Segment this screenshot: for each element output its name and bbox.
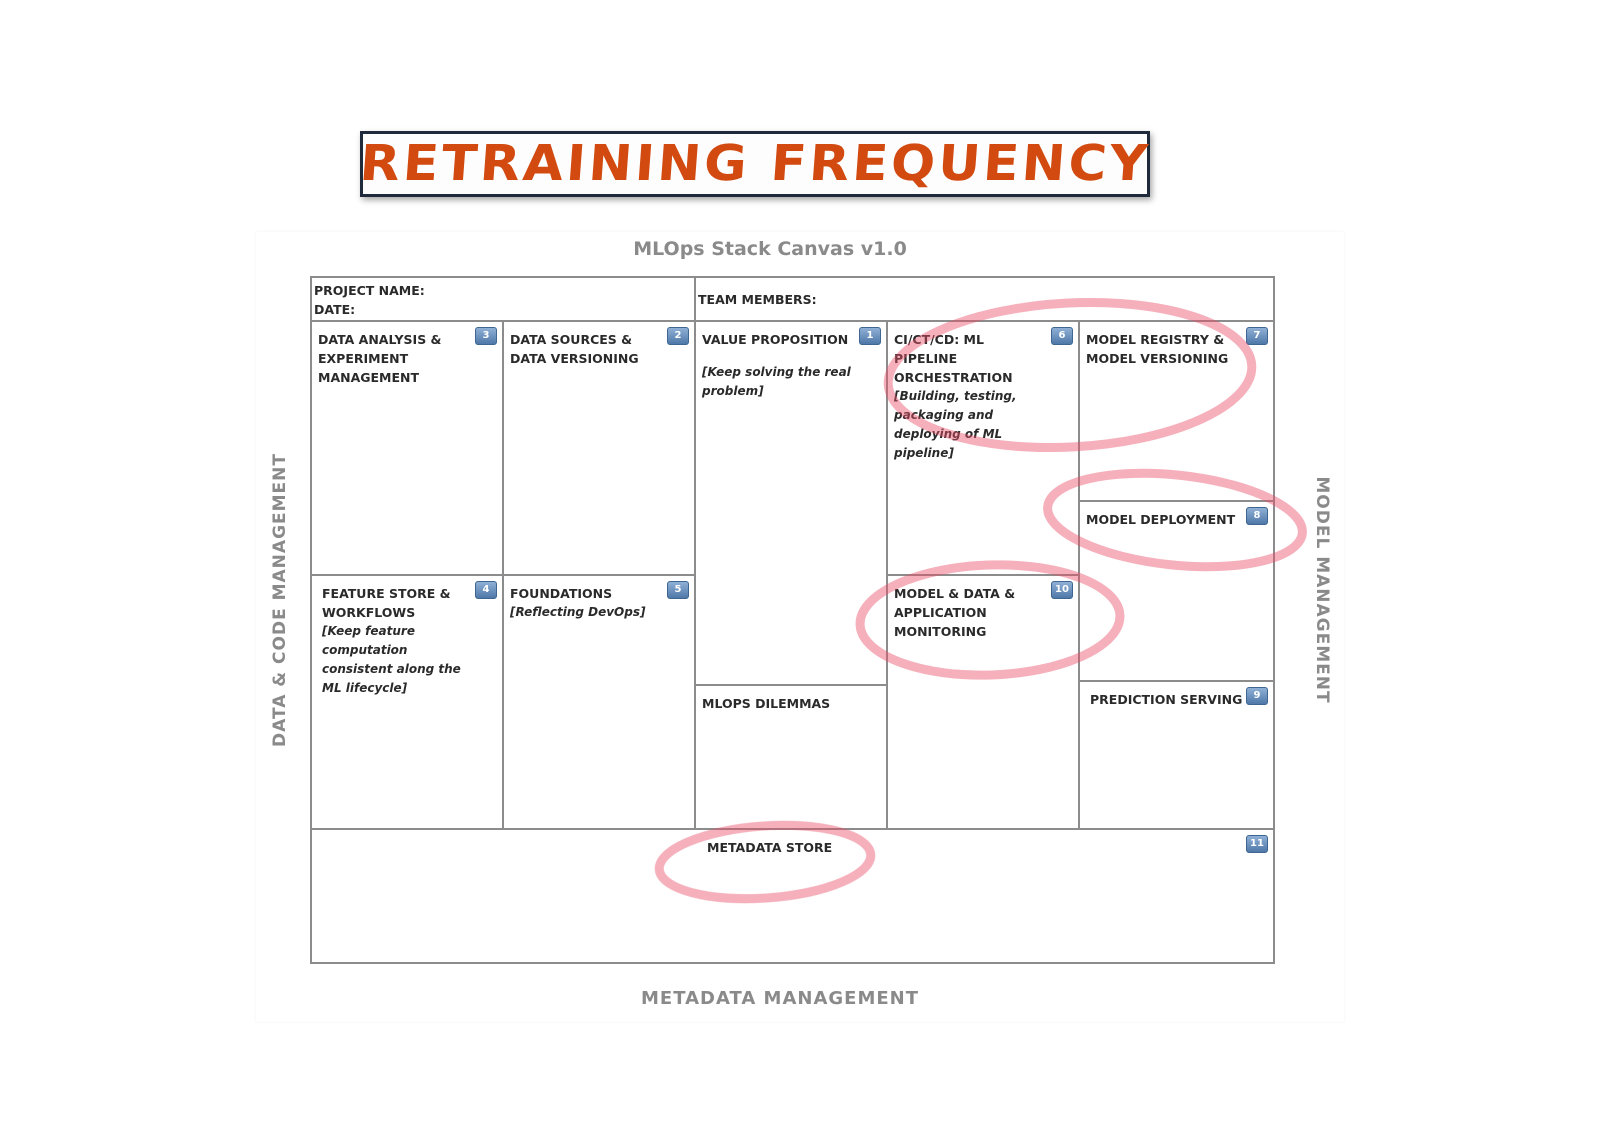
cell-badge: 5 — [667, 581, 689, 599]
team-members-label: TEAM MEMBERS: — [698, 292, 817, 307]
project-header-cell — [310, 276, 696, 322]
cell-value-proposition — [694, 320, 888, 686]
bottom-axis-label: METADATA MANAGEMENT — [640, 988, 920, 1009]
cell-monitoring — [886, 574, 1080, 830]
right-axis-label: MODEL MANAGEMENT — [1312, 476, 1332, 704]
cell-badge: 4 — [475, 581, 497, 599]
cell-badge: 3 — [475, 327, 497, 345]
canvas-title: MLOps Stack Canvas v1.0 — [633, 238, 907, 260]
cell-description: [Building, testing, packaging and deploying of ML pipeline] — [894, 389, 1017, 460]
cell-label: MLOPS DILEMMAS — [702, 696, 831, 711]
cell-badge: 7 — [1246, 327, 1268, 345]
cell-badge: 11 — [1246, 835, 1268, 853]
cell-label: DATA ANALYSIS & EXPERIMENT MANAGEMENT — [318, 332, 442, 385]
cell-description: [Keep solving the real problem] — [702, 365, 851, 398]
cell-model-registry — [1078, 320, 1275, 502]
cell-prediction-serving — [1078, 680, 1275, 830]
title-banner — [357, 131, 1153, 197]
cell-label: MODEL REGISTRY & MODEL VERSIONING — [1086, 332, 1229, 366]
cell-label: DATA SOURCES & DATA VERSIONING — [510, 332, 639, 366]
cell-mlops-dilemmas — [694, 684, 888, 830]
cell-badge: 8 — [1246, 507, 1268, 525]
cell-badge: 2 — [667, 327, 689, 345]
cell-foundations — [502, 574, 696, 830]
cell-data-sources — [502, 320, 696, 576]
cell-label: PREDICTION SERVING — [1090, 692, 1243, 707]
cell-badge: 6 — [1051, 327, 1073, 345]
left-axis-label: DATA & CODE MANAGEMENT — [270, 453, 290, 747]
team-header-cell — [694, 276, 1275, 322]
cell-label: VALUE PROPOSITION — [702, 332, 849, 347]
cell-label: MODEL DEPLOYMENT — [1086, 512, 1236, 527]
cell-description: [Reflecting DevOps] — [510, 605, 646, 619]
cell-model-deployment — [1078, 500, 1275, 682]
cell-label: MODEL & DATA & APPLICATION MONITORING — [894, 586, 1016, 639]
cell-description: [Keep feature computation consistent along the ML lifecycle] — [322, 624, 461, 695]
cell-label: CI/CT/CD: ML PIPELINE ORCHESTRATION — [894, 332, 1013, 385]
cell-data-analysis — [310, 320, 504, 576]
cell-ci-ct-cd — [886, 320, 1080, 576]
cell-label: METADATA STORE — [707, 840, 833, 855]
cell-badge: 10 — [1051, 581, 1073, 599]
cell-label: FOUNDATIONS — [510, 586, 613, 601]
cell-metadata-store — [310, 828, 1275, 964]
project-name-label: PROJECT NAME: — [314, 283, 425, 298]
date-label: DATE: — [314, 302, 356, 317]
cell-feature-store — [310, 574, 504, 830]
cell-badge: 1 — [859, 327, 881, 345]
cell-badge: 9 — [1246, 687, 1268, 705]
banner-title: RETRAINING FREQUENCY — [357, 135, 1153, 193]
cell-label: FEATURE STORE & WORKFLOWS — [322, 586, 451, 620]
